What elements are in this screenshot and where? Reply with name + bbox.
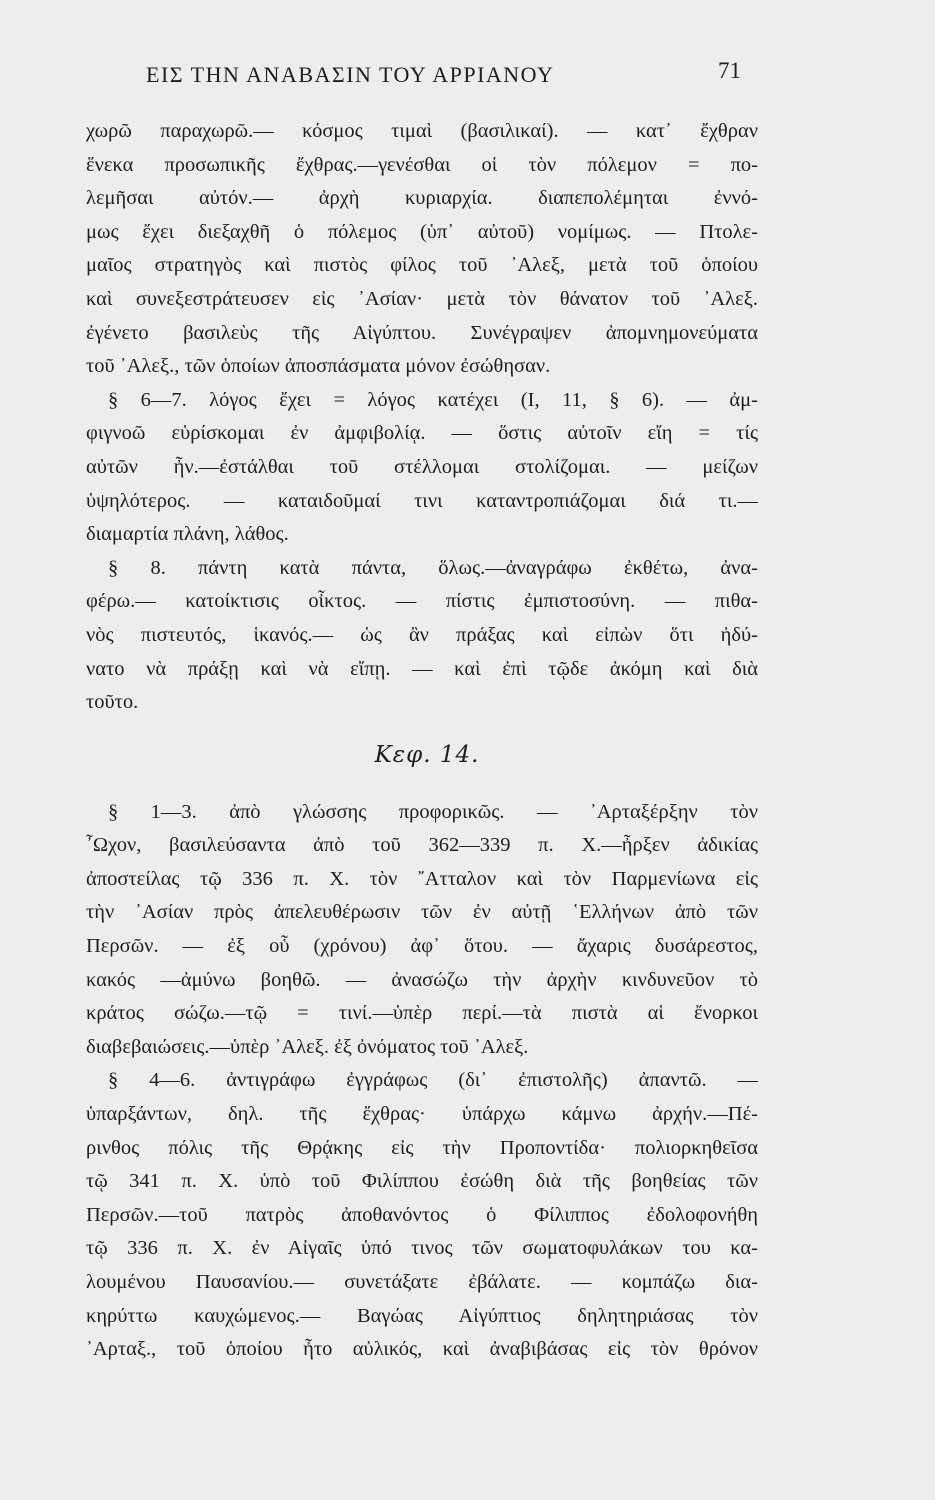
text-line: § 6—7. λόγος ἔχει = λόγος κατέχει (I, 11, § 6). — ἀμ- bbox=[108, 388, 758, 411]
text-line: τὴν ᾽Ασίαν πρὸς ἀπελευθέρωσιν τῶν ἐν αὐτῇ ῾Ελλήνων ἀπὸ τῶν bbox=[86, 901, 758, 924]
text-line: τῷ 341 π. Χ. ὑπὸ τοῦ Φιλίππου ἐσώθη διὰ τῆς βοηθείας τῶν bbox=[86, 1170, 758, 1193]
text-line: ἕνεκα προσωπικῆς ἔχθρας.—γενέσθαι οἱ τὸν πόλεμον = πο- bbox=[86, 153, 758, 176]
paragraph bbox=[86, 796, 758, 1065]
paragraph bbox=[86, 1064, 758, 1366]
running-title: ΕΙΣ ΤΗΝ ΑΝΑΒΑΣΙΝ ΤΟΥ ΑΡΡΙΑΝΟΥ bbox=[146, 62, 555, 87]
text-line: καὶ συνεξεστράτευσεν εἰς ᾽Ασίαν· μετὰ τὸν θάνατον τοῦ ᾽Αλεξ. bbox=[86, 287, 758, 310]
text-line: § 8. πάντη κατὰ πάντα, ὅλως.—ἀναγράφω ἐκθέτω, ἀνα- bbox=[108, 556, 758, 579]
paragraph bbox=[86, 552, 758, 720]
text-line: φιγνοῶ εὑρίσκομαι ἐν ἀμφιβολίᾳ. — ὅστις αὐτοῖν εἴη = τίς bbox=[86, 422, 758, 445]
text-line: φέρω.— κατοίκτισις οἶκτος. — πίστις ἐμπιστοσύνη. — πιθα- bbox=[86, 590, 758, 613]
text-line: ὑπαρξάντων, δηλ. τῆς ἔχθρας· ὑπάρχω κάμνω ἀρχήν.—Πέ- bbox=[86, 1103, 758, 1126]
text-line: αὐτῶν ἦν.—ἐστάλθαι τοῦ στέλλομαι στολίζομαι. — μείζων bbox=[86, 455, 758, 478]
paragraph bbox=[86, 384, 758, 552]
text-line: ῏Ωχον, βασιλεύσαντα ἀπὸ τοῦ 362—339 π. Χ.—ἦρξεν ἀδικίας bbox=[86, 834, 758, 857]
paragraph bbox=[86, 115, 758, 384]
text-line: διαβεβαιώσεις.—ὑπὲρ ᾽Αλεξ. ἐξ ὀνόματος τοῦ ᾽Αλεξ. bbox=[86, 1035, 529, 1058]
page-number: 71 bbox=[718, 58, 741, 83]
text-line: νὸς πιστευτός, ἱκανός.— ὡς ἂν πράξας καὶ εἰπὼν ὅτι ἠδύ- bbox=[86, 623, 758, 646]
text-line: κηρύττω καυχώμενος.— Βαγώας Αἰγύπτιος δηλητηριάσας τὸν bbox=[86, 1304, 758, 1327]
text-line: λεμῆσαι αὐτόν.— ἀρχὴ κυριαρχία. διαπεπολέμηται ἐννό- bbox=[86, 187, 758, 210]
text-line: κακός —ἀμύνω βοηθῶ. — ἀνασώζω τὴν ἀρχὴν κινδυνεῦον τὸ bbox=[86, 968, 758, 991]
page-body bbox=[86, 115, 758, 1367]
text-line: τῷ 336 π. Χ. ἐν Αἰγαῖς ὑπό τινος τῶν σωματοφυλάκων του κα- bbox=[86, 1237, 758, 1260]
text-line: τοῦ ᾽Αλεξ., τῶν ὁποίων ἀποσπάσματα μόνον ἐσώθησαν. bbox=[86, 355, 551, 378]
text-line: § 1—3. ἀπὸ γλώσσης προφορικῶς. — ᾽Αρταξέρξην τὸν bbox=[108, 800, 758, 823]
text-line: Περσῶν.—τοῦ πατρὸς ἀποθανόντος ὁ Φίλιππος ἐδολοφονήθη bbox=[86, 1203, 758, 1226]
text-line: διαμαρτία πλάνη, λάθος. bbox=[86, 523, 289, 546]
text-line: τοῦτο. bbox=[86, 691, 139, 714]
text-line: λουμένου Παυσανίου.— συνετάξατε ἐβάλατε. — κομπάζω δια- bbox=[86, 1271, 758, 1293]
text-line: Περσῶν. — ἐξ οὗ (χρόνου) ἀφ᾽ ὅτου. — ἄχαρις δυσάρεστος, bbox=[86, 935, 758, 958]
text-line: μαῖος στρατηγὸς καὶ πιστὸς φίλος τοῦ ᾽Αλεξ, μετὰ τοῦ ὁποίου bbox=[86, 254, 758, 277]
text-line: ὑψηλότερος. — καταιδοῦμαί τινι καταντροπιάζομαι διά τι.— bbox=[86, 489, 758, 512]
text-line: ρινθος πόλις τῆς Θρᾴκης εἰς τὴν Προποντίδα· πολιορκηθεῖσα bbox=[86, 1136, 758, 1159]
text-line: § 4—6. ἀντιγράφω ἐγγράφως (δι᾽ ἐπιστολῆς) ἀπαντῶ. — bbox=[108, 1069, 758, 1092]
text-line: ᾽Αρταξ., τοῦ ὁποίου ἦτο αὐλικός, καὶ ἀναβιβάσας εἰς τὸν θρόνον bbox=[86, 1338, 758, 1361]
text-line: μως ἔχει διεξαχθῆ ὁ πόλεμος (ὑπ᾽ αὐτοῦ) νομίμως. — Πτολε- bbox=[86, 220, 758, 243]
chapter-heading: Κεφ. 14. bbox=[374, 741, 480, 768]
text-line: χωρῶ παραχωρῶ.— κόσμος τιμαὶ (βασιλικαί). — κατ᾽ ἔχθραν bbox=[86, 120, 758, 142]
text-line: ἐγένετο βασιλεὺς τῆς Αἰγύπτου. Συνέγραψεν ἀπομνημονεύματα bbox=[86, 321, 758, 344]
text-line: νατο νὰ πράξῃ καὶ νὰ εἴπῃ. — καὶ ἐπὶ τῷδε ἀκόμη καὶ διὰ bbox=[86, 657, 758, 680]
text-line: ἀποστείλας τῷ 336 π. Χ. τὸν ῎Ατταλον καὶ τὸν Παρμενίωνα εἰς bbox=[86, 867, 758, 890]
text-line: κράτος σώζω.—τῷ = τινί.—ὑπὲρ περί.—τὰ πιστὰ αἱ ἔνορκοι bbox=[86, 1002, 758, 1025]
